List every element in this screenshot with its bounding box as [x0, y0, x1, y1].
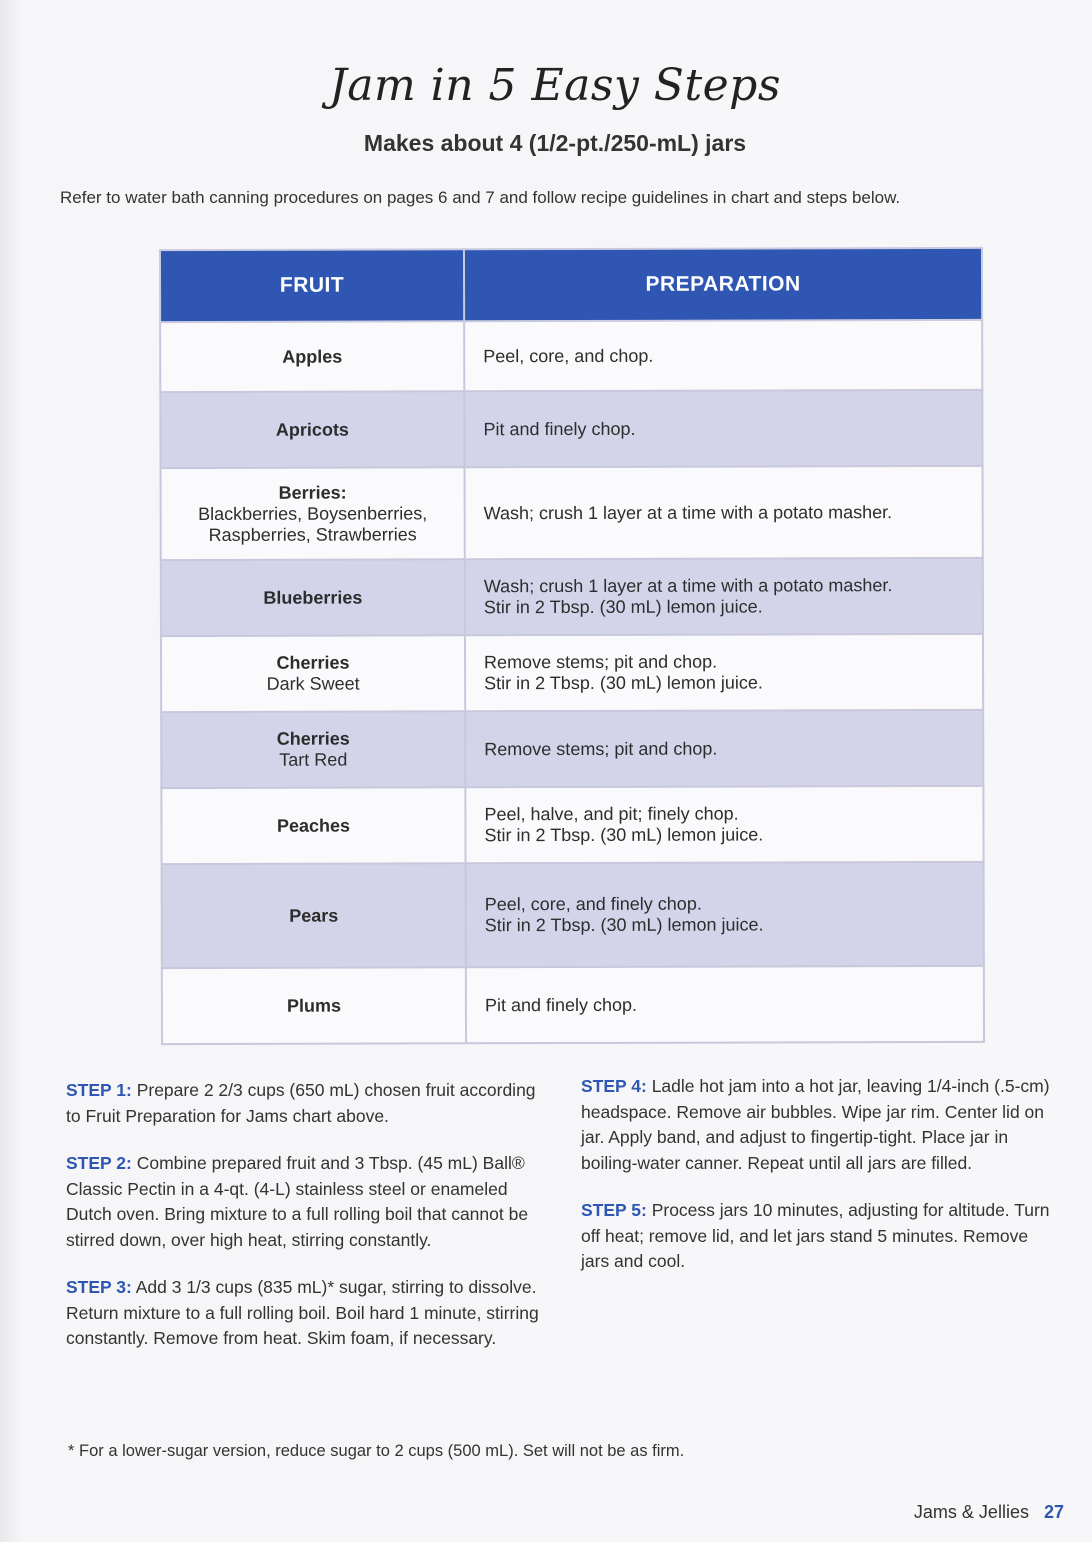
step-label: STEP 4:	[581, 1076, 647, 1096]
fruit-variety: Dark Sweet	[266, 673, 360, 694]
fruit-cell	[161, 711, 465, 788]
table-row	[161, 710, 983, 788]
fruit-cell	[162, 863, 466, 968]
step-text: Ladle hot jam into a hot jar, leaving 1/4-inch (.5-cm) headspace. Remove air bubbles. Wipe jar rim. Center lid on jar. Apply band, and adjust to fingertip-tight. Place jar in boiling-water canner. Repeat until all jars are filled.	[581, 1076, 1050, 1173]
preparation-line: Peel, core, and finely chop.	[484, 893, 702, 915]
preparation-line: Wash; crush 1 layer at a time with a potato masher.	[483, 501, 893, 523]
fruit-name: Plums	[286, 995, 341, 1016]
preparation-line: Pit and finely chop.	[484, 994, 638, 1015]
step-3	[66, 1275, 546, 1352]
column-header-preparation: PREPARATION	[464, 248, 982, 321]
fruit-name: Apricots	[275, 419, 349, 440]
preparation-cell	[464, 320, 982, 391]
yield-subtitle: Makes about 4 (1/2-pt./250-mL) jars	[363, 130, 747, 156]
preparation-cell	[465, 634, 983, 711]
step-text: Add 3 1/3 cups (835 mL)* sugar, stirring to dissolve. Return mixture to a full rolling boil. Boil hard 1 minute, stirring constantly. Remove from heat. Skim foam, if necessary.	[66, 1277, 539, 1348]
page-footer	[914, 1502, 1064, 1523]
preparation-cell	[464, 390, 982, 467]
preparation-line: Wash; crush 1 layer at a time with a potato masher.	[483, 575, 893, 597]
sugar-footnote: * For a lower-sugar version, reduce sugar to 2 cups (500 mL). Set will not be as firm.	[68, 1442, 685, 1460]
step-label: STEP 5:	[581, 1200, 647, 1220]
fruit-variety: Raspberries, Strawberries	[208, 523, 417, 545]
step-1	[66, 1078, 546, 1129]
fruit-cell	[161, 635, 465, 712]
table-header-row	[160, 248, 982, 322]
preparation-line: Stir in 2 Tbsp. (30 mL) lemon juice.	[483, 596, 763, 618]
step-5	[581, 1198, 1059, 1275]
fruit-cell	[160, 391, 464, 468]
preparation-cell	[465, 466, 983, 559]
preparation-line: Stir in 2 Tbsp. (30 mL) lemon juice.	[484, 824, 764, 846]
fruit-name: Cherries	[276, 728, 350, 749]
fruit-variety: Blackberries, Boysenberries,	[198, 502, 428, 524]
fruit-name: Pears	[289, 905, 339, 926]
fruit-cell	[162, 967, 466, 1044]
page-title: Jam in 5 Easy Steps	[329, 60, 781, 111]
step-4	[581, 1074, 1059, 1176]
step-text: Prepare 2 2/3 cups (650 mL) chosen fruit according to Fruit Preparation for Jams chart above.	[66, 1080, 536, 1126]
column-header-fruit: FRUIT	[160, 249, 464, 322]
preparation-cell	[465, 558, 983, 635]
preparation-line: Stir in 2 Tbsp. (30 mL) lemon juice.	[484, 672, 763, 694]
fruit-name: Apples	[282, 346, 343, 367]
step-2	[66, 1151, 546, 1253]
preparation-line: Peel, core, and chop.	[483, 345, 654, 366]
fruit-name: Peaches	[276, 815, 351, 836]
step-label: STEP 2:	[66, 1153, 132, 1173]
table-row	[162, 966, 984, 1044]
preparation-line: Remove stems; pit and chop.	[484, 651, 718, 673]
table-row	[162, 862, 984, 968]
table-row	[161, 786, 983, 864]
table-row	[161, 466, 983, 560]
step-label: STEP 3:	[66, 1277, 132, 1297]
preparation-line: Remove stems; pit and chop.	[484, 738, 718, 759]
preparation-cell	[466, 862, 984, 967]
table-row	[161, 634, 983, 712]
fruit-preparation-table	[159, 247, 985, 1045]
fruit-cell	[161, 559, 465, 636]
fruit-name: Blueberries	[263, 587, 363, 608]
preparation-line: Peel, halve, and pit; finely chop.	[484, 803, 739, 825]
preparation-cell	[466, 966, 984, 1043]
fruit-cell	[161, 787, 465, 864]
fruit-cell	[160, 321, 464, 392]
preparation-cell	[465, 786, 983, 863]
section-name: Jams & Jellies	[913, 1502, 1029, 1522]
page-number: 27	[1043, 1502, 1064, 1522]
step-label: STEP 1:	[66, 1080, 132, 1100]
preparation-cell	[465, 710, 983, 787]
steps-left-column	[66, 1078, 546, 1374]
fruit-name: Cherries	[276, 652, 350, 673]
table-row	[160, 390, 982, 468]
preparation-line: Stir in 2 Tbsp. (30 mL) lemon juice.	[484, 914, 764, 936]
table-row	[161, 558, 983, 636]
fruit-name: Berries:	[278, 482, 347, 503]
preparation-line: Pit and finely chop.	[483, 418, 636, 439]
step-text: Process jars 10 minutes, adjusting for altitude. Turn off heat; remove lid, and let jars stand 5 minutes. Remove jars and cool.	[581, 1200, 1050, 1271]
steps-right-column	[581, 1074, 1059, 1297]
table-row	[160, 320, 982, 392]
intro-text: Refer to water bath canning procedures on pages 6 and 7 and follow recipe guidelines in chart and steps below.	[60, 188, 901, 207]
fruit-variety: Tart Red	[279, 749, 348, 770]
fruit-cell	[161, 467, 465, 560]
step-text: Combine prepared fruit and 3 Tbsp. (45 mL) Ball® Classic Pectin in a 4-qt. (4-L) stainless steel or enameled Dutch oven. Bring mixture to a full rolling boil that cannot be stirred down, over high heat, stirring constantly.	[66, 1153, 529, 1250]
